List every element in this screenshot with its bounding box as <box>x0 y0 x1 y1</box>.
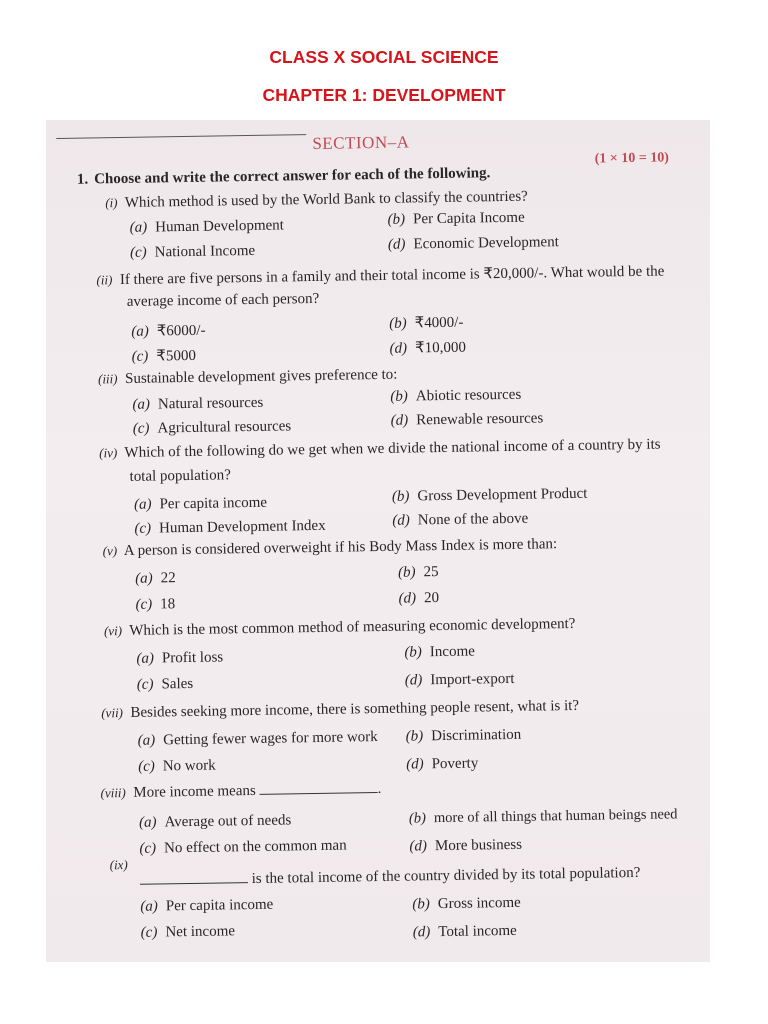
question-roman-number: (viii) <box>100 785 126 801</box>
option-c: (c) Agricultural resources <box>132 418 292 437</box>
option-d: (d) Import-export <box>404 670 515 689</box>
question-roman-number: (v) <box>102 543 118 559</box>
textbook-page <box>46 120 710 962</box>
textbook-page-photo <box>46 120 710 962</box>
question-text: is the total income of the country divided by its total population? <box>251 864 641 888</box>
option-c: (c) Sales <box>136 675 194 693</box>
question-item <box>140 865 641 890</box>
question-text: Sustainable development gives preference to: <box>124 366 398 387</box>
question-roman-number: (vi) <box>103 623 123 639</box>
option-a: (a) ₹6000/- <box>131 322 206 340</box>
option-b: (b) Income <box>404 643 475 661</box>
question-roman-number: (vii) <box>101 705 124 721</box>
option-d: (d) ₹10,000 <box>389 339 467 357</box>
option-c: (c) ₹5000 <box>131 347 197 365</box>
question-text: More income means <box>133 782 256 801</box>
question-text-continued: average income of each person? <box>126 290 320 310</box>
question-text: Which method is used by the World Bank to classify the countries? <box>124 188 528 211</box>
option-a: (a) Human Development <box>129 217 284 236</box>
question-roman-number: (ii) <box>96 272 113 288</box>
option-a: (a) Per capita income <box>133 494 268 513</box>
question-roman-number: (iv) <box>99 445 118 461</box>
option-c: (c) Net income <box>140 923 236 941</box>
divider-line <box>56 134 306 139</box>
option-c: (c) No effect on the common man <box>139 837 347 857</box>
option-d: (d) None of the above <box>392 510 529 529</box>
option-d: (d) Renewable resources <box>390 410 544 429</box>
option-b: (b) 25 <box>397 564 439 581</box>
option-a: (a) 22 <box>135 570 176 587</box>
section-heading: SECTION–A <box>312 132 410 153</box>
question-item <box>104 616 576 640</box>
question-text-end: . <box>377 780 382 798</box>
option-b: (b) more of all things that human beings need <box>408 806 678 827</box>
question-instruction <box>77 165 491 188</box>
marks-allocation: (1 × 10 = 10) <box>594 150 670 167</box>
option-c: (c) National Income <box>129 242 256 261</box>
question-text: Besides seeking more income, there is something people resent, what is it? <box>130 697 580 721</box>
fill-in-blank <box>140 882 248 885</box>
option-b: (b) Abiotic resources <box>390 386 522 405</box>
question-roman-number: (ix) <box>109 856 128 873</box>
option-c: (c) No work <box>138 757 216 775</box>
fill-in-blank <box>260 792 378 795</box>
option-b: (b) Gross income <box>412 894 521 913</box>
option-a: (a) Profit loss <box>136 649 224 667</box>
option-d: (d) More business <box>409 836 523 855</box>
option-d: (d) Economic Development <box>387 234 559 253</box>
option-d: (d) Total income <box>412 922 517 941</box>
option-b: (b) Gross Development Product <box>391 485 588 505</box>
option-d: (d) 20 <box>398 590 440 607</box>
question-item <box>96 261 664 289</box>
option-a: (a) Per capita income <box>140 896 274 915</box>
option-b: (b) Per Capita Income <box>387 209 525 228</box>
question-item <box>105 189 528 213</box>
question-roman-number: (i) <box>105 195 118 211</box>
chapter-title: CHAPTER 1: DEVELOPMENT <box>262 85 506 105</box>
option-c: (c) 18 <box>135 596 176 613</box>
question-text: If there are five persons in a family and their total income is ₹20,000/-. What would be the <box>119 263 665 289</box>
question-text: A person is considered overweight if his Body Mass Index is more than: <box>123 536 558 560</box>
question-text: Which is the most common method of measuring economic development? <box>129 615 576 639</box>
option-a: (a) Getting fewer wages for more work <box>137 729 378 749</box>
question-item <box>99 437 661 463</box>
question-item <box>103 536 558 560</box>
question-item <box>101 698 579 723</box>
question-text-continued: total population? <box>129 467 231 485</box>
question-roman-number: (iii) <box>97 371 118 387</box>
question-item <box>100 781 381 802</box>
option-d: (d) Poverty <box>406 755 479 773</box>
option-a: (a) Average out of needs <box>138 812 292 831</box>
question-text: Which of the following do we get when we divide the national income of a country by its <box>124 436 661 461</box>
option-b: (b) ₹4000/- <box>389 314 464 332</box>
question-number: 1. <box>76 171 89 188</box>
option-b: (b) Discrimination <box>405 726 522 745</box>
question-item <box>98 367 398 389</box>
option-c: (c) Human Development Index <box>134 517 326 537</box>
instruction-text: Choose and write the correct answer for each of the following. <box>94 165 491 188</box>
document-title: CLASS X SOCIAL SCIENCE <box>269 47 499 67</box>
option-a: (a) Natural resources <box>132 394 264 413</box>
